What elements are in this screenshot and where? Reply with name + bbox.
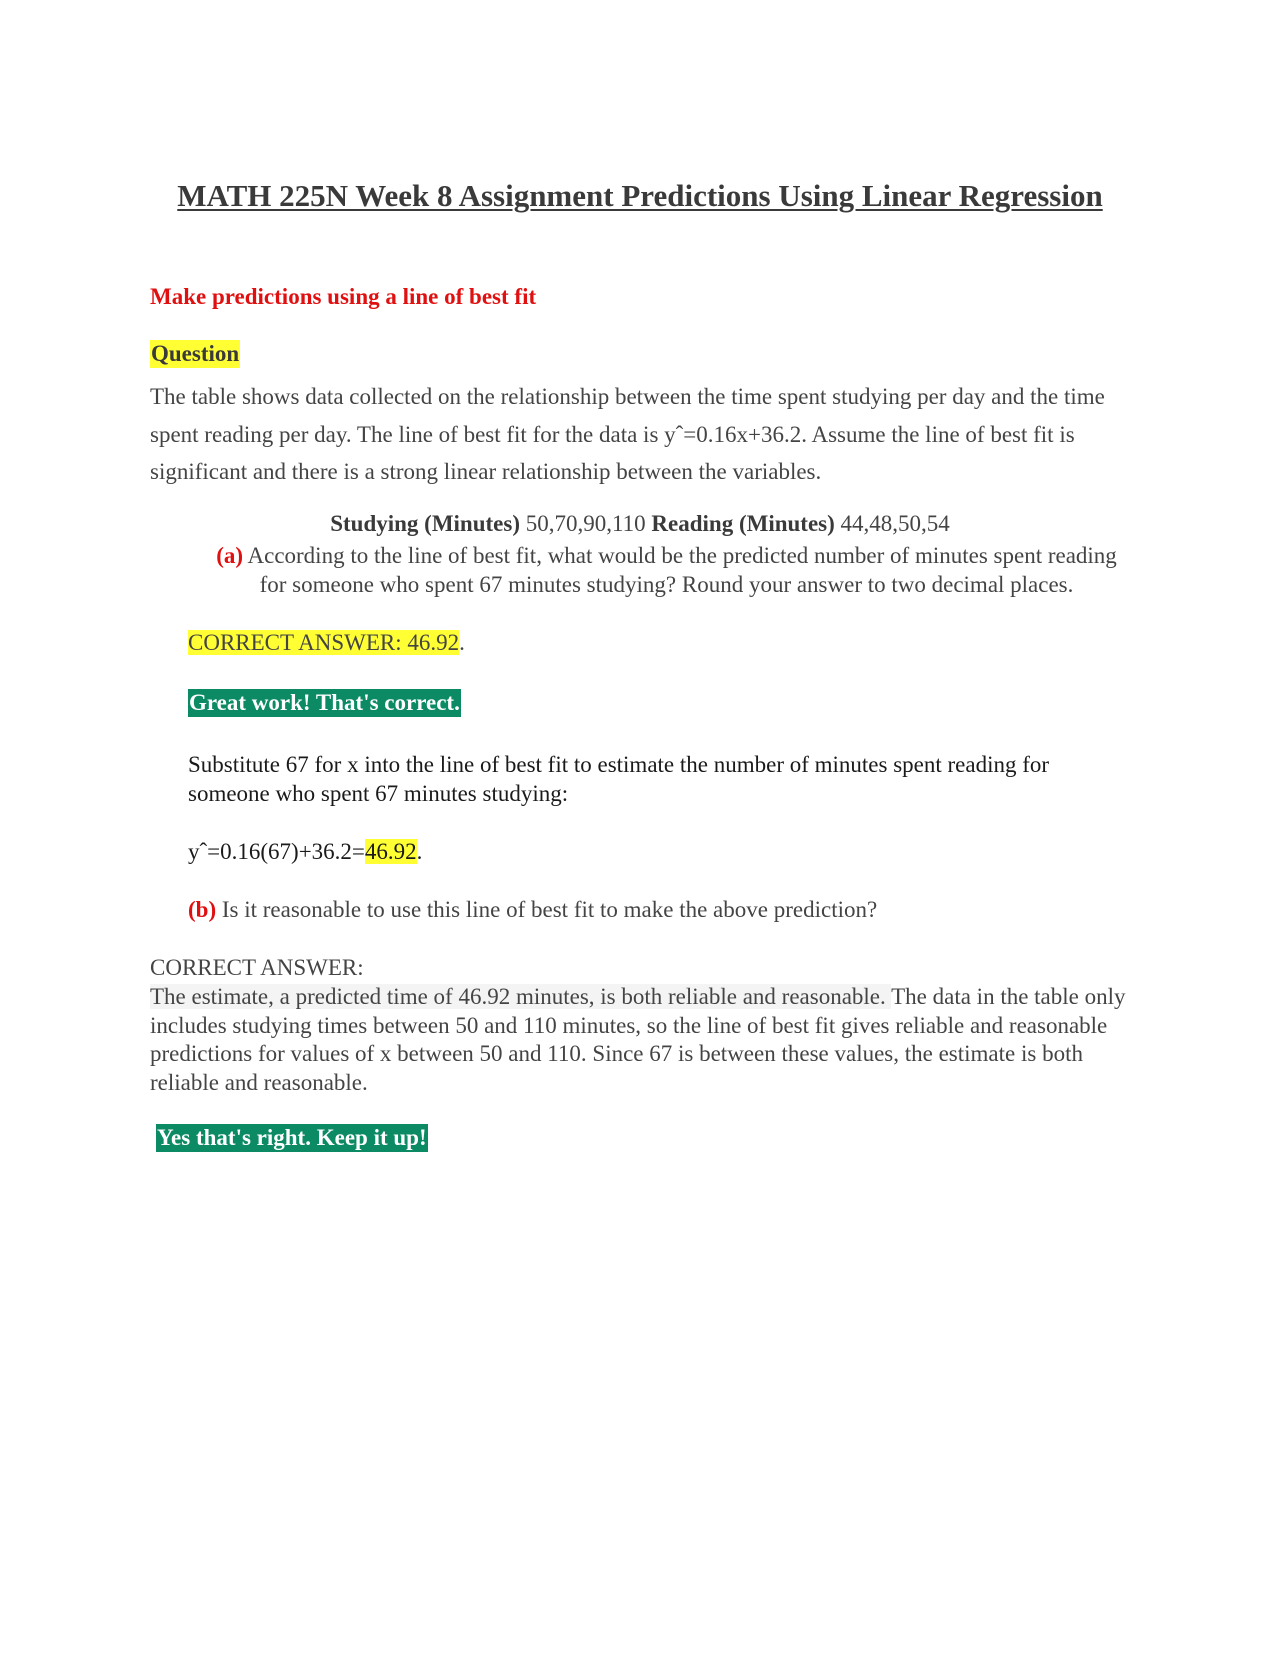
page-title: MATH 225N Week 8 Assignment Predictions Using Linear Regression bbox=[177, 178, 1103, 213]
part-a-explanation: Substitute 67 for x into the line of best fit to estimate the number of minutes spent reading for someone who spent 67 minutes studying: bbox=[188, 752, 1050, 806]
feedback-badge-b: Yes that's right. Keep it up! bbox=[157, 1125, 427, 1150]
part-b-question bbox=[188, 896, 877, 924]
feedback-badge-a: Great work! That's correct. bbox=[189, 690, 460, 715]
section-subtitle: Make predictions using a line of best fit bbox=[150, 284, 537, 309]
data-table-line bbox=[150, 510, 1130, 538]
part-a-text: According to the line of best fit, what would be the predicted number of minutes spent reading for someone who spent 67 minutes studying? Round your answer to two decimal places. bbox=[247, 543, 1117, 597]
part-a-question bbox=[205, 541, 1128, 599]
question-text: The table shows data collected on the relationship between the time spent studying per day and the time spent reading per day. The line of best fit for the data is yˆ=0.16x+36.2. Assume the line of best fit is significant and there is a strong linear relationship between the variables. bbox=[150, 384, 1105, 484]
equation-period: . bbox=[416, 839, 423, 864]
question-label: Question bbox=[151, 341, 240, 366]
part-a-label: (a) bbox=[216, 543, 244, 568]
part-b-answer-rest: The data in the table only includes studying times between 50 and 110 minutes, so the line of best fit gives reliable and reasonable predictions for values of x between 50 and 110. Since 67 is between these values, the estimate is both reliable and reasonable. bbox=[150, 984, 1126, 1095]
part-b-label: (b) bbox=[188, 897, 217, 922]
part-b-answer-text bbox=[150, 983, 1140, 1097]
part-b-answer-highlight: The estimate, a predicted time of 46.92 minutes, is both reliable and reasonable. bbox=[150, 984, 892, 1009]
part-b-text: Is it reasonable to use this line of best fit to make the above prediction? bbox=[221, 897, 878, 922]
part-a-answer-period: . bbox=[459, 630, 465, 655]
studying-values: 50,70,90,110 bbox=[525, 511, 646, 536]
equation-expression: yˆ=0.16(67)+36.2= bbox=[188, 839, 365, 864]
studying-header: Studying (Minutes) bbox=[330, 511, 520, 536]
reading-header: Reading (Minutes) bbox=[651, 511, 835, 536]
part-a-answer-highlight: CORRECT ANSWER: 46.92 bbox=[188, 630, 460, 655]
part-a-equation bbox=[188, 838, 422, 866]
equation-result: 46.92 bbox=[364, 839, 417, 864]
reading-values: 44,48,50,54 bbox=[840, 511, 950, 536]
part-a-answer bbox=[188, 629, 465, 657]
part-b-answer-label: CORRECT ANSWER: bbox=[150, 955, 364, 980]
